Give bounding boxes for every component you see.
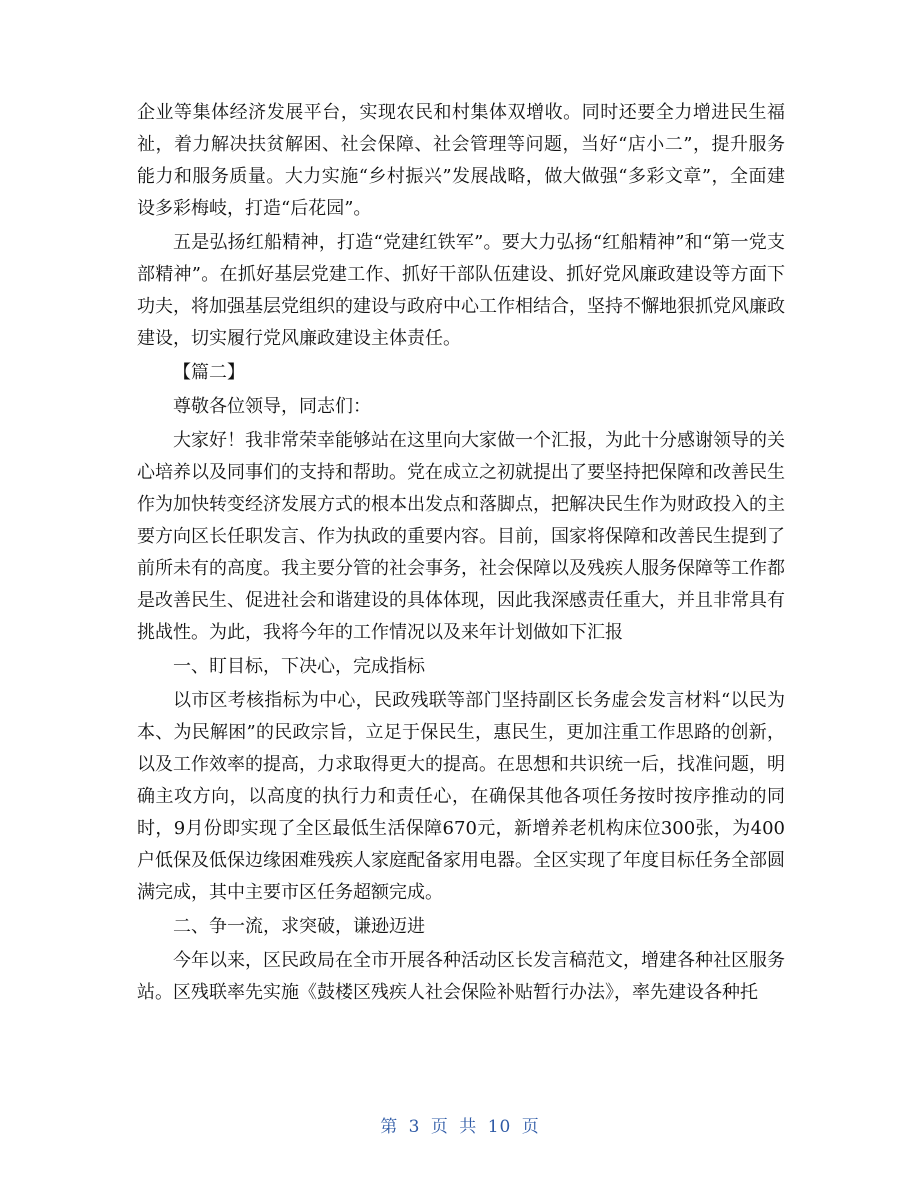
section-heading-part-two: 【篇二】 [173,362,245,383]
page-number-footer: 第 3 页 共 10 页 [380,1117,540,1137]
subheading-one: 一、盯目标，下决心，完成指标 [173,656,425,677]
paragraph-opening: 大家好！我非常荣幸能够站在这里向大家做一个汇报，为此十分感谢领导的关心培养以及同事们的支持和帮助。党在成立之初就提出了要坚持把保障和改善民生作为加快转变经济发展方式的根本出发点和落脚点，把解决民生作为财政投入的主要方向区长任职发言、作为执政的重要内容。目前，国家将保障和改善民生提到了前所未有的高度。我主要分管的社会事务，社会保障以及残疾人服务保障等工作都是改善民生、促进社会和谐建设的具体体现，因此我深感责任重大，并且非常具有挑战性。为此，我将今年的工作情况以及来年计划做如下汇报 [137,430,785,643]
paragraph-party-building: 五是弘扬红船精神，打造“党建红铁军”。要大力弘扬“红船精神”和“第一党支部精神”。在抓好基层党建工作、抓好干部队伍建设、抓好党风廉政建设等方面下功夫，将加强基层党组织的建设与政府中心工作相结合，坚持不懈地狠抓党风廉政建设，切实履行党风廉政建设主体责任。 [137,232,785,349]
salutation: 尊敬各位领导，同志们： [173,396,371,417]
paragraph-targets: 以市区考核指标为中心，民政残联等部门坚持副区长务虚会发言材料“以民为本、为民解困”的民政宗旨，立足于保民生，惠民生，更加注重工作思路的创新，以及工作效率的提高，力求取得更大的提高。在思想和共识统一后，找准问题，明确主攻方向，以高度的执行力和责任心，在确保其他各项任务按时按序推动的同时，9月份即实现了全区最低生活保障670元，新增养老机构床位300张，为400户低保及低保边缘困难残疾人家庭配备家用电器。全区实现了年度目标任务全部圆满完成，其中主要市区任务超额完成。 [137,690,785,903]
subheading-two: 二、争一流，求突破，谦逊迈进 [173,916,425,937]
paragraph-continuation: 企业等集体经济发展平台，实现农民和村集体双增收。同时还要全力增进民生福祉，着力解决扶贫解困、社会保障、社会管理等问题，当好“店小二”，提升服务能力和服务质量。大力实施“乡村振兴”发展战略，做大做强“多彩文章”，全面建设多彩梅岐，打造“后花园”。 [137,102,785,219]
paragraph-this-year: 今年以来，区民政局在全市开展各种活动区长发言稿范文，增建各种社区服务站。区残联率先实施《鼓楼区残疾人社会保险补贴暂行办法》，率先建设各种托 [137,950,785,1003]
document-body [137,97,785,1011]
